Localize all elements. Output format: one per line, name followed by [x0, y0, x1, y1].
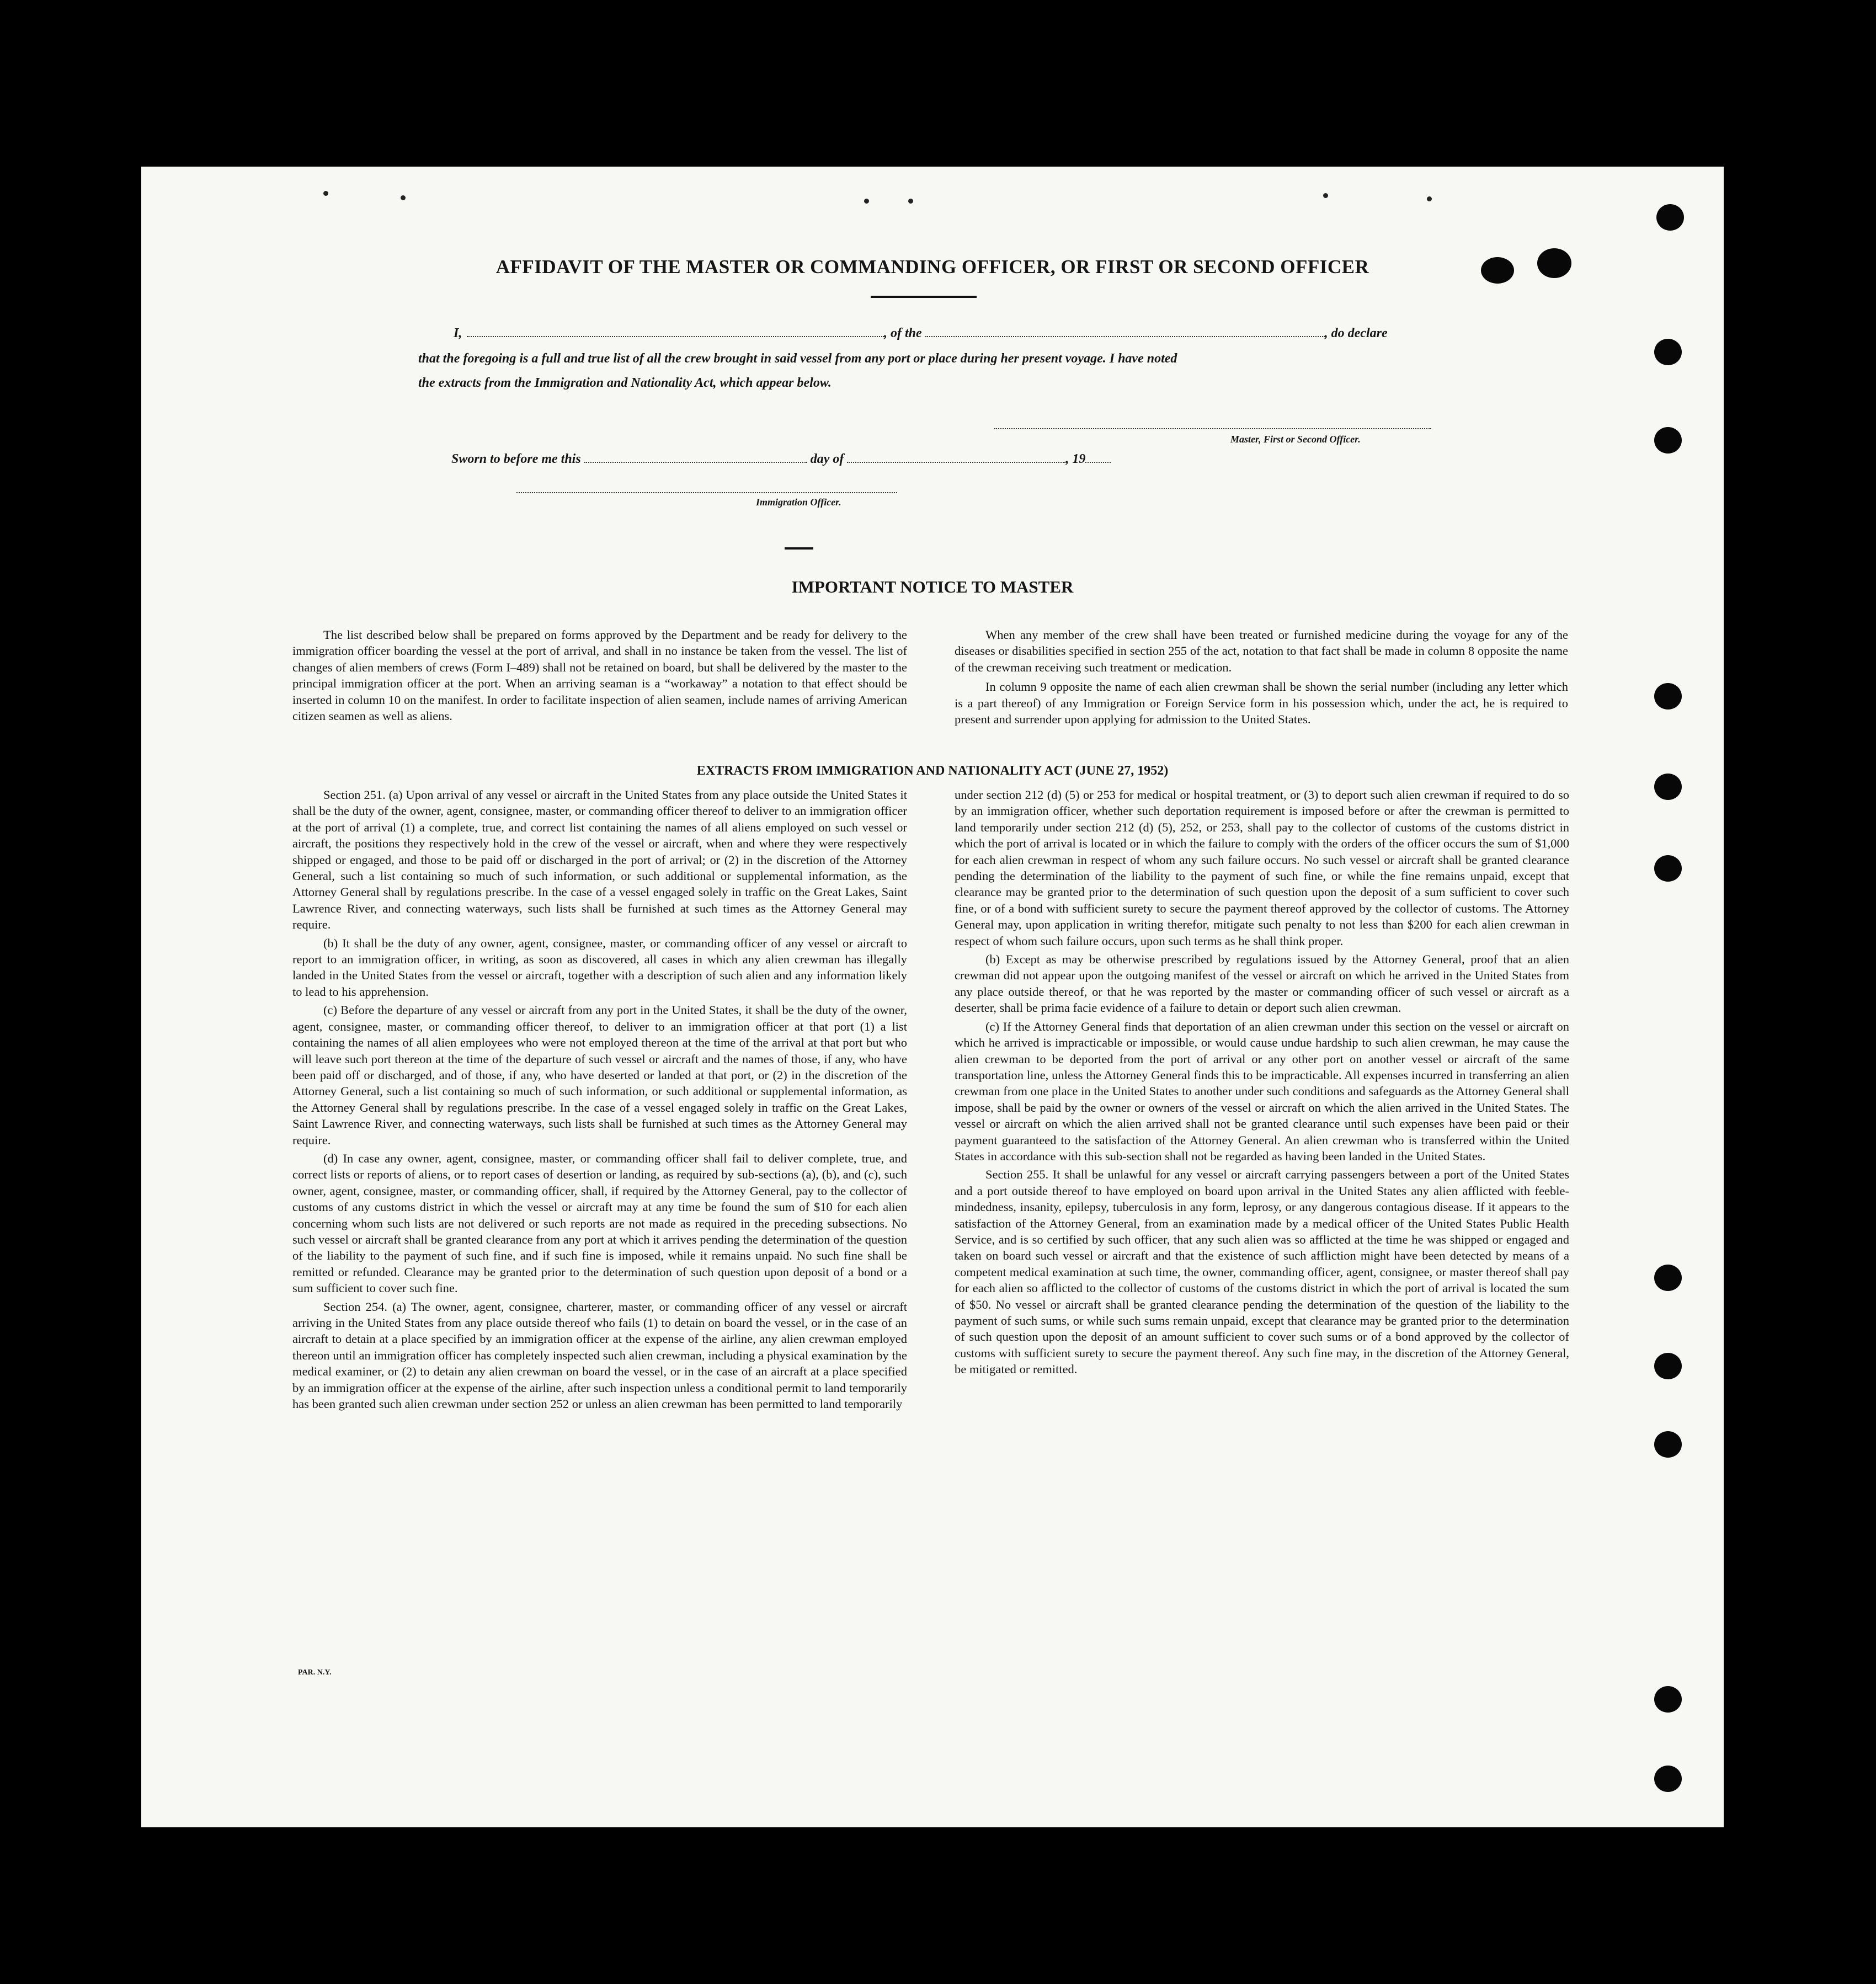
day-of-label: day of	[810, 452, 844, 466]
ink-speck	[401, 195, 406, 200]
declaration-line-2: that the foregoing is a full and true list of all the crew brought in said vessel from any port or place during her present voyage. I have noted	[418, 351, 1177, 366]
title-underline	[871, 296, 977, 298]
ink-speck	[908, 199, 913, 204]
affidavit-title: AFFIDAVIT OF THE MASTER OR COMMANDING OFFICER, OR FIRST OR SECOND OFFICER	[495, 256, 1369, 278]
extracts-right-column	[955, 787, 1569, 1380]
binder-hole	[1654, 1265, 1682, 1291]
act-paragraph: (d) In case any owner, agent, consignee, master, or commanding officer shall fail to deliver complete, true, and correct lists or reports of aliens, or to report cases of desertion or landing, as required by sub-sections (a), (b), and (c), such owner, agent, consignee, master, or commanding officer, shall, if required by the Attorney General, pay to the collector of customs of any customs district in which the vessel or aircraft may at any time be found the sum of $10 for each alien concerning whom such lists are not delivered or such reports are not made as required in the preceding subsections. No such vessel or aircraft shall be granted clearance from any port at which it arrives pending the determination of the question of the liability to the payment of such fine, and if such fine is imposed, while it remains unpaid. No such fine shall be remitted or refunded. Clearance may be granted prior to the determination of such question upon deposit of a bond or a sum sufficient to cover such fine.	[292, 1151, 907, 1295]
sworn-day-field[interactable]	[584, 450, 807, 463]
notice-paragraph: In column 9 opposite the name of each alien crewman shall be shown the serial number (including any letter which is a part thereof) of any Immigration or Foreign Service form in his possession which, under the act, he is required to present and surrender upon applying for admission to the United States.	[955, 680, 1568, 727]
binder-hole	[1654, 1353, 1682, 1379]
ink-speck	[1323, 193, 1328, 198]
i-label: I,	[454, 326, 462, 340]
printer-imprint: PAR. N.Y.	[298, 1668, 332, 1677]
act-paragraph: under section 212 (d) (5) or 253 for medical or hospital treatment, or (3) to deport such alien crewman if required to do so by an immigration officer, whether such deportation requirement is imposed before or after the crewman is permitted to land temporarily under section 212 (d) (5), 252, or 253, shall pay to the collector of customs of the customs district in which the port of arrival is located or in which the failure to comply with the orders of the officer occurs the sum of $1,000 for each alien crewman in respect of whom any such failure occurs. No such vessel or aircraft shall be granted clearance pending the determination of the liability to the payment of such fine, or while the fine remains unpaid, except that clearance may be granted prior to the determination of such question upon the deposit of a sum sufficient to cover such fine, or of a bond with sufficient surety to secure the payment thereof approved by the collector of customs. The Attorney General may, upon application in writing therefor, mitigate such penalty to not less than $200 for each alien crewman in respect of whom such failure occurs, upon such terms as he shall think proper.	[955, 788, 1569, 948]
act-paragraph: (b) Except as may be otherwise prescribed by regulations issued by the Attorney General, proof that an alien crewman did not appear upon the outgoing manifest of the vessel or aircraft on which he arrived in the United States from any place outside thereof, or that he was reported by the master or commanding officer of such vessel or aircraft as a deserter, shall be prima facie evidence of a failure to detain or deport such alien crewman.	[955, 952, 1569, 1015]
act-paragraph: Section 255. It shall be unlawful for any vessel or aircraft carrying passengers between a port of the United States and a port outside thereof to have employed on board upon arrival in the United States any alien afflicted with feeble-mindedness, insanity, epilepsy, tuberculosis in any form, leprosy, or any dangerous contagious disease. If it appears to the satisfaction of the Attorney General, from an examination made by a medical officer of the United States Public Health Service, and is so certified by such officer, that any such alien was so afflicted at the time he was shipped or engaged and taken on board such vessel or aircraft and that the existence of such affliction might have been detected by means of a competent medical examination at such time, the owner, commanding officer, agent, consignee, or master thereof shall pay for each alien so afflicted to the collector of customs of the customs district in which the port of arrival is located the sum of $50. No vessel or aircraft shall be granted clearance pending the determination of the question of the liability to the payment of such sums, or while such sums remain unpaid, except that clearance may be granted prior to the determination of such question upon the deposit of an amount sufficient to cover such sums or of a bond approved by the collector of customs with sufficient surety to secure the payment thereof. Any such fine may, in the discretion of the Attorney General, be mitigated or remitted.	[955, 1167, 1569, 1377]
binder-hole	[1654, 1431, 1682, 1458]
vessel-field[interactable]	[925, 324, 1325, 337]
extracts-left-column	[292, 787, 907, 1414]
notice-left-column	[292, 627, 907, 726]
document-page	[141, 167, 1724, 1827]
ink-speck	[864, 199, 869, 204]
year-label: , 19	[1065, 452, 1086, 466]
declaration-line-1	[454, 321, 1577, 345]
ink-speck	[323, 191, 328, 196]
sworn-line	[451, 447, 1445, 471]
sworn-label: Sworn to before me this	[451, 452, 581, 466]
act-paragraph: (c) Before the departure of any vessel or aircraft from any port in the United States, it shall be the duty of the owner, agent, consignee, master, or commanding officer thereof, to deliver to an immigration officer at that port (1) a list containing the names of all alien employees who were not employed thereon at the time of the arrival at that port but who will leave such port thereon at the time of the departure of such vessel or aircraft and the names of those, if any, who have been paid off or discharged, and of those, if any, who have deserted or landed at that port, or (2) in the discretion of the Attorney General, such a list containing so much of such information, or such additional or supplemental information, as the Attorney General shall by regulations prescribe. In the case of a vessel engaged solely in traffic on the Great Lakes, Saint Lawrence River, and connecting waterways, such lists shall be furnished at such times as the Attorney General may require.	[292, 1003, 907, 1147]
declaration-line-3: the extracts from the Immigration and Nationality Act, which appear below.	[418, 376, 832, 390]
ink-speck	[1427, 196, 1432, 201]
act-paragraph: Section 251. (a) Upon arrival of any vessel or aircraft in the United States from any place outside the United States it shall be the duty of the owner, agent, consignee, master, or commanding officer thereof to deliver to an immigration officer at the port of arrival (1) a complete, true, and correct list containing the names of all aliens employed on such vessel or aircraft, the positions they respectively hold in the crew of the vessel or aircraft, when and where they were respectively shipped or engaged, and those to be paid off or discharged in the port of arrival; or (2) in the discretion of the Attorney General, such a list containing so much of such information, or such additional or supplemental information, as the Attorney General shall by regulations prescribe. In the case of a vessel engaged solely in traffic on the Great Lakes, Saint Lawrence River, and connecting waterways, such lists shall be furnished at such times as the Attorney General may require.	[292, 788, 907, 932]
act-paragraph: Section 254. (a) The owner, agent, consignee, charterer, master, or commanding officer of any vessel or aircraft arriving in the United States from any place outside thereof who fails (1) to detain on board the vessel, or in the case of an aircraft to detain at a place specified by an immigration officer at the expense of the airline, any alien crewman employed thereon until an immigration officer has completely inspected such alien crewman, including a physical examination by the medical examiner, or (2) to detain any alien crewman on board the vessel, or in the case of an aircraft at a place specified by an immigration officer at the expense of the airline, after such inspection unless a conditional permit to land temporarily has been granted such alien crewman under section 252 or unless an alien crewman has been permitted to land temporarily	[292, 1299, 907, 1411]
binder-hole	[1654, 855, 1682, 882]
officer-signature-line[interactable]	[516, 491, 897, 493]
sworn-year-field[interactable]	[1085, 450, 1111, 463]
binder-hole	[1654, 427, 1682, 454]
officer-signature-label: Immigration Officer.	[756, 497, 841, 508]
binder-hole	[1654, 1686, 1682, 1713]
master-signature-label: Master, First or Second Officer.	[1230, 434, 1361, 445]
notice-title: IMPORTANT NOTICE TO MASTER	[791, 577, 1074, 596]
sworn-month-field[interactable]	[847, 450, 1065, 463]
extracts-title: EXTRACTS FROM IMMIGRATION AND NATIONALITY ACT (JUNE 27, 1952)	[696, 764, 1169, 778]
binder-hole	[1654, 339, 1682, 365]
binder-hole	[1656, 204, 1684, 231]
act-paragraph: (c) If the Attorney General finds that deportation of an alien crewman under this section on the vessel or aircraft on which he arrived is impracticable or impossible, or would cause undue hardship to such alien crewman, he may cause the alien crewman to be deported from the port of arrival or any other port on another vessel or aircraft of the same transportation line, unless the Attorney General finds this to be impracticable. All expenses incurred in transferring an alien crewman from one place in the United States to another under such conditions and safeguards as the Attorney General shall impose, shall be paid by the owner or owners of the vessel or aircraft on which the alien arrived in the United States. The vessel or aircraft on which the alien arrived shall not be granted clearance until such expenses have been paid or their payment guaranteed to the satisfaction of the Attorney General. An alien crewman who is transferred within the United States in accordance with this sub-section shall not be regarded as having been landed in the United States.	[955, 1019, 1569, 1163]
master-signature-line[interactable]	[994, 427, 1431, 429]
do-declare-label: , do declare	[1324, 326, 1388, 340]
notice-paragraph: When any member of the crew shall have been treated or furnished medicine during the voyage for any of the diseases or disabilities specified in section 255 of the act, notation to that fact shall be made in column 8 opposite the name of the crewman receiving such treatment or medication.	[955, 628, 1568, 674]
of-the-label: , of the	[884, 326, 922, 340]
notice-paragraph: The list described below shall be prepared on forms approved by the Department and be ready for delivery to the immigration officer boarding the vessel at the port of arrival, and shall in no instance be taken from the vessel. The list of changes of alien members of crews (Form I–489) shall not be retained on board, but shall be delivered by the master to the principal immigration officer at the port. When an arriving seaman is a “workaway” a notation to that effect should be inserted in column 10 on the manifest. In order to facilitate inspection of alien seamen, include names of arriving American citizen seamen as well as aliens.	[292, 628, 907, 723]
binder-hole	[1654, 683, 1682, 710]
section-divider	[785, 547, 813, 550]
notice-right-column	[955, 627, 1568, 729]
name-field[interactable]	[467, 324, 884, 337]
binder-hole	[1654, 1766, 1682, 1792]
act-paragraph: (b) It shall be the duty of any owner, agent, consignee, master, or commanding officer of any vessel or aircraft to report to an immigration officer, in writing, as soon as discovered, all cases in which any alien crewman has illegally landed in the United States from the vessel or aircraft, together with a description of such alien and any information likely to lead to his apprehension.	[292, 936, 907, 999]
